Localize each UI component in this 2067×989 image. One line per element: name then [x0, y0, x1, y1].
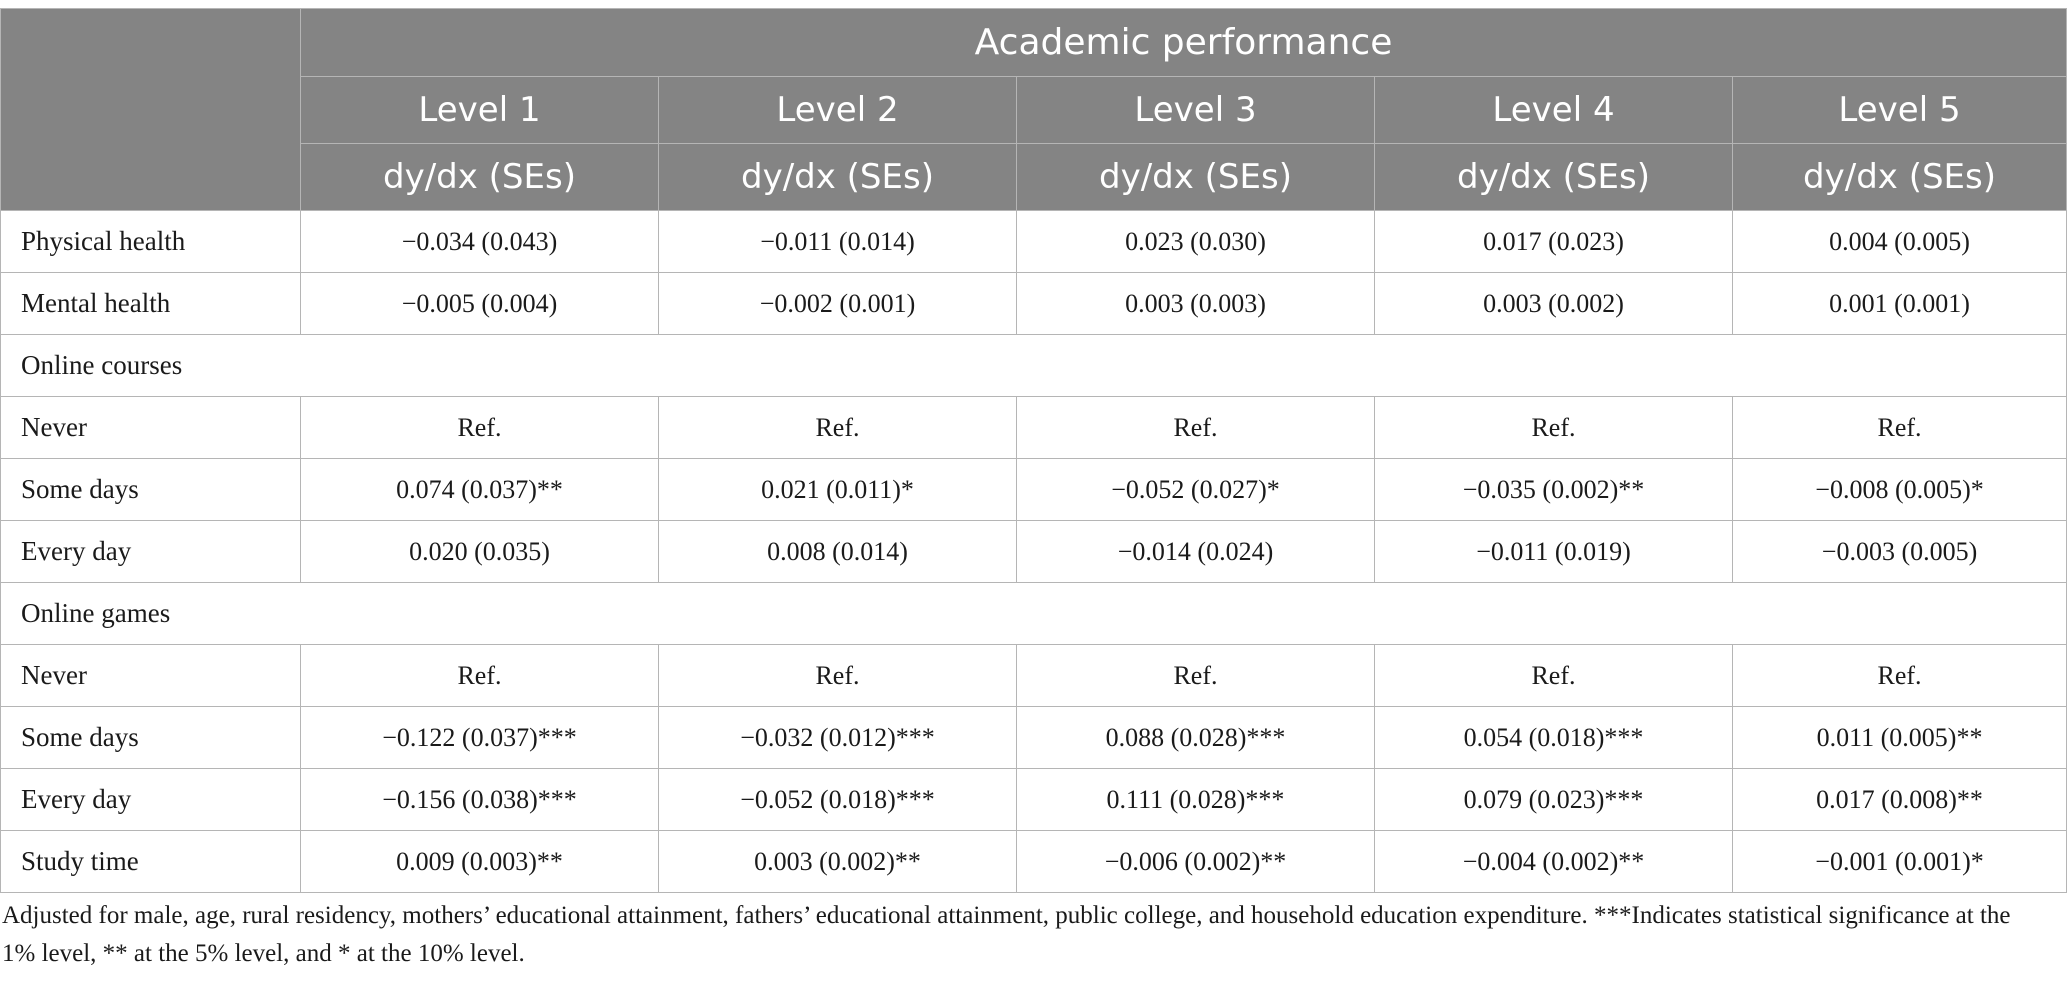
table-cell: −0.003 (0.005) — [1733, 521, 2067, 583]
table-cell: 0.111 (0.028)*** — [1017, 769, 1375, 831]
table-cell: 0.003 (0.002) — [1375, 273, 1733, 335]
table-cell: −0.008 (0.005)* — [1733, 459, 2067, 521]
header-row-levels — [1, 77, 2067, 144]
table-cell: −0.052 (0.018)*** — [659, 769, 1017, 831]
table-row — [1, 645, 2067, 707]
table-cell: 0.003 (0.002)** — [659, 831, 1017, 893]
row-label: Some days — [1, 459, 301, 521]
row-label: Mental health — [1, 273, 301, 335]
table-cell: 0.017 (0.008)** — [1733, 769, 2067, 831]
table-cell: Ref. — [1733, 645, 2067, 707]
table-cell: 0.020 (0.035) — [301, 521, 659, 583]
table-cell: −0.011 (0.019) — [1375, 521, 1733, 583]
section-row — [1, 335, 2067, 397]
table-cell: Ref. — [1733, 397, 2067, 459]
table-cell: Ref. — [1375, 645, 1733, 707]
table-cell: −0.004 (0.002)** — [1375, 831, 1733, 893]
table-cell: 0.009 (0.003)** — [301, 831, 659, 893]
row-label: Every day — [1, 521, 301, 583]
table-cell: 0.023 (0.030) — [1017, 211, 1375, 273]
row-label: Every day — [1, 769, 301, 831]
header-level-1: Level 1 — [301, 77, 659, 144]
table-cell: 0.088 (0.028)*** — [1017, 707, 1375, 769]
table-cell: −0.014 (0.024) — [1017, 521, 1375, 583]
table-row — [1, 769, 2067, 831]
table-footnote: Adjusted for male, age, rural residency, mothers’ educational attainment, fathers’ educational attainment, public college, and household education expenditure. ***Indicates statistical significance at the 1% level, ** at the 5% level, and * at the 10% level. — [2, 902, 2011, 967]
table-cell: −0.156 (0.038)*** — [301, 769, 659, 831]
header-row-stat — [1, 144, 2067, 211]
row-label: Never — [1, 397, 301, 459]
table-cell: −0.002 (0.001) — [659, 273, 1017, 335]
table-cell: 0.054 (0.018)*** — [1375, 707, 1733, 769]
row-label: Physical health — [1, 211, 301, 273]
table-cell: 0.008 (0.014) — [659, 521, 1017, 583]
table-container — [0, 8, 2067, 973]
header-stat-2: dy/dx (SEs) — [659, 144, 1017, 211]
header-level-3: Level 3 — [1017, 77, 1375, 144]
section-row — [1, 583, 2067, 645]
header-stat-3: dy/dx (SEs) — [1017, 144, 1375, 211]
table-cell: 0.011 (0.005)** — [1733, 707, 2067, 769]
table-cell: −0.006 (0.002)** — [1017, 831, 1375, 893]
table-row — [1, 211, 2067, 273]
table-cell: −0.011 (0.014) — [659, 211, 1017, 273]
header-level-2: Level 2 — [659, 77, 1017, 144]
table-cell: 0.017 (0.023) — [1375, 211, 1733, 273]
table-cell: −0.001 (0.001)* — [1733, 831, 2067, 893]
table-cell: −0.035 (0.002)** — [1375, 459, 1733, 521]
header-group-label: Academic performance — [301, 9, 2067, 77]
table-cell: Ref. — [301, 397, 659, 459]
table-cell: Ref. — [301, 645, 659, 707]
header-level-5: Level 5 — [1733, 77, 2067, 144]
header-level-4: Level 4 — [1375, 77, 1733, 144]
table-row — [1, 521, 2067, 583]
table-row — [1, 459, 2067, 521]
table-cell: Ref. — [1017, 645, 1375, 707]
table-cell: −0.034 (0.043) — [301, 211, 659, 273]
table-row — [1, 707, 2067, 769]
header-stat-4: dy/dx (SEs) — [1375, 144, 1733, 211]
table-cell: 0.079 (0.023)*** — [1375, 769, 1733, 831]
header-corner-cell — [1, 9, 301, 211]
table-cell: −0.005 (0.004) — [301, 273, 659, 335]
table-row — [1, 397, 2067, 459]
table-cell: −0.122 (0.037)*** — [301, 707, 659, 769]
table-cell: 0.074 (0.037)** — [301, 459, 659, 521]
table-cell: −0.052 (0.027)* — [1017, 459, 1375, 521]
header-row-group — [1, 9, 2067, 77]
table-cell: 0.021 (0.011)* — [659, 459, 1017, 521]
results-table — [0, 8, 2067, 893]
table-cell: 0.001 (0.001) — [1733, 273, 2067, 335]
table-cell: Ref. — [1375, 397, 1733, 459]
table-cell: 0.003 (0.003) — [1017, 273, 1375, 335]
table-cell: Ref. — [659, 397, 1017, 459]
table-cell: Ref. — [1017, 397, 1375, 459]
table-cell: 0.004 (0.005) — [1733, 211, 2067, 273]
header-stat-5: dy/dx (SEs) — [1733, 144, 2067, 211]
table-row — [1, 273, 2067, 335]
row-label: Never — [1, 645, 301, 707]
table-row — [1, 831, 2067, 893]
table-cell: −0.032 (0.012)*** — [659, 707, 1017, 769]
row-label: Some days — [1, 707, 301, 769]
section-label: Online courses — [1, 335, 2067, 397]
row-label: Study time — [1, 831, 301, 893]
section-label: Online games — [1, 583, 2067, 645]
header-stat-1: dy/dx (SEs) — [301, 144, 659, 211]
table-cell: Ref. — [659, 645, 1017, 707]
